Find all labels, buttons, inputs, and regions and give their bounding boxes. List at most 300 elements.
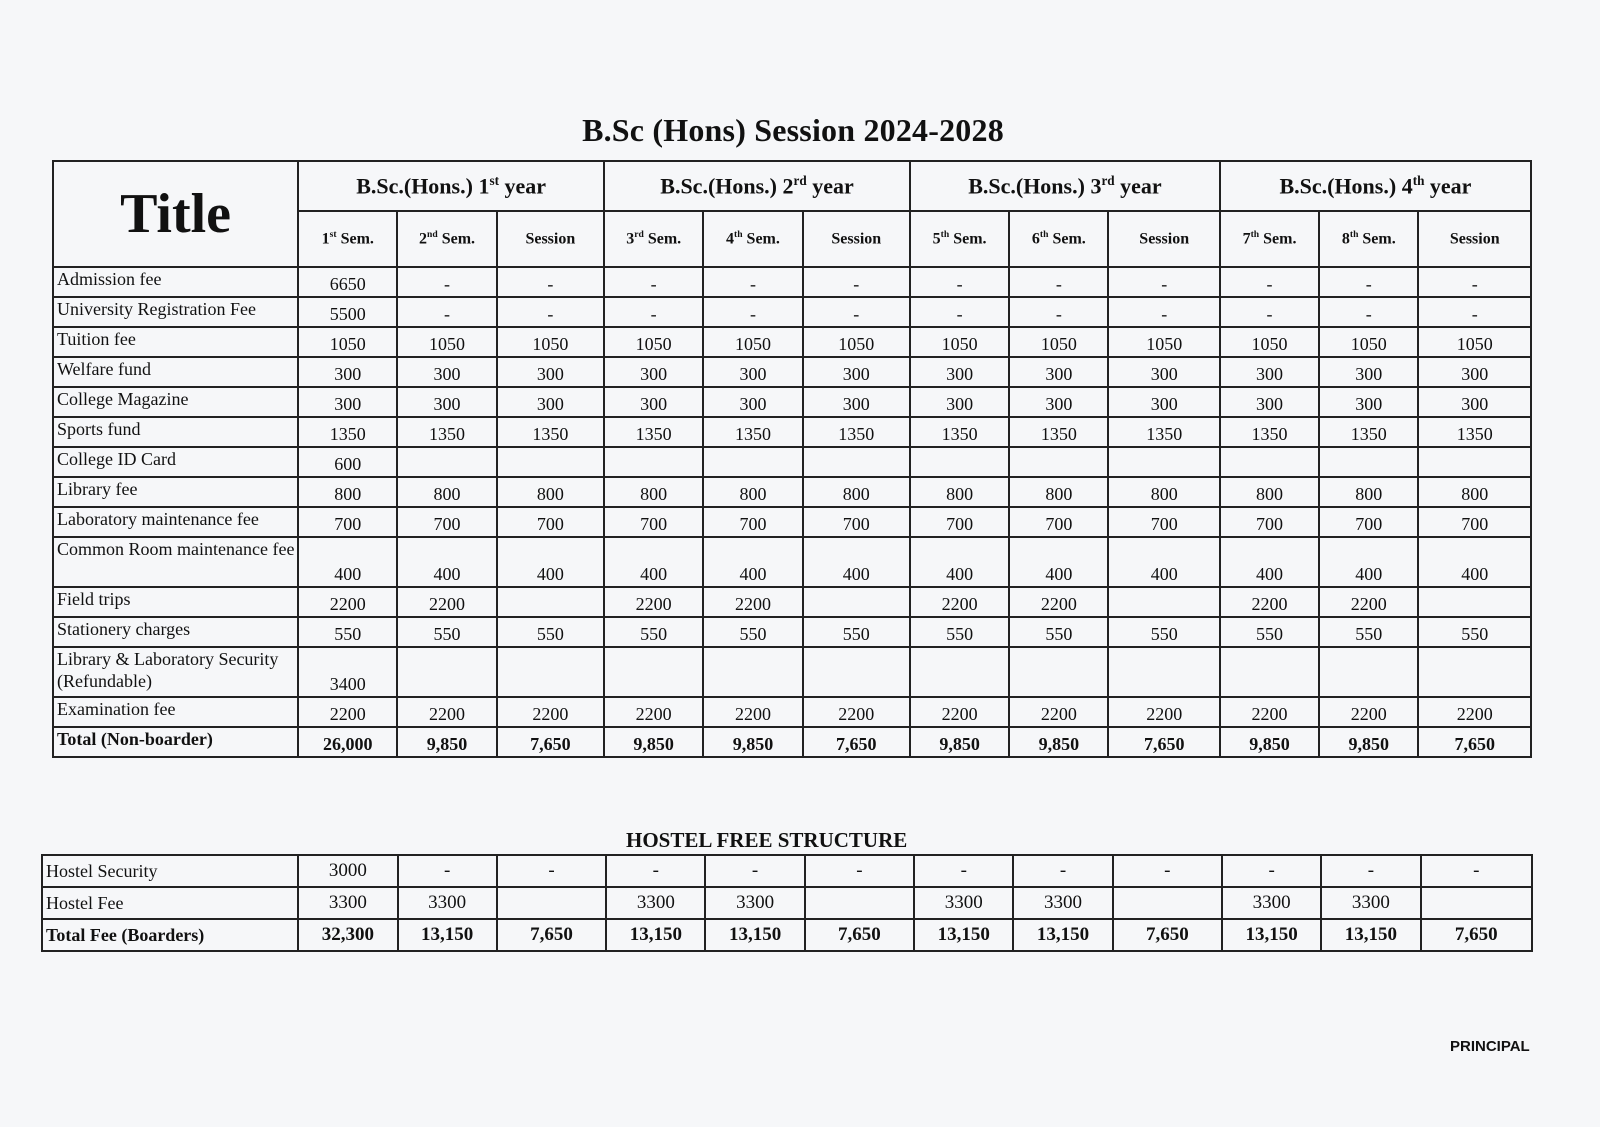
semester-suffix: th [1039,229,1049,241]
fee-amount: 300 [910,357,1009,387]
fee-amount: - [604,297,703,327]
fee-amount [1108,447,1219,477]
fee-amount: 700 [397,507,496,537]
fee-amount: 2200 [1108,697,1219,727]
fee-amount: - [1222,855,1321,887]
fee-amount: 400 [803,537,910,587]
fee-amount: 7,650 [1421,919,1532,951]
year-number: 4 [1401,173,1413,199]
fee-amount [397,647,496,697]
title-header: Title [53,161,298,267]
fee-amount [803,447,910,477]
fee-amount [1319,447,1418,477]
fee-amount [805,887,914,919]
fee-amount: 800 [803,477,910,507]
fee-amount: 9,850 [604,727,703,757]
fee-amount: - [803,297,910,327]
fee-amount: 2200 [604,587,703,617]
semester-text: Sem. [953,230,987,248]
fee-amount: 550 [910,617,1009,647]
fee-amount: 300 [703,357,802,387]
fee-amount: 300 [298,357,397,387]
fee-amount: - [705,855,804,887]
fee-amount: 800 [1108,477,1219,507]
year-suffix: rd [793,172,807,188]
fee-label: Library fee [53,477,298,507]
fee-amount: 7,650 [497,727,604,757]
fee-amount: 9,850 [1319,727,1418,757]
fee-amount: 2200 [1009,587,1108,617]
fee-amount: 800 [1418,477,1531,507]
semester-text: Session [1449,230,1500,248]
fee-amount: - [397,267,496,297]
fee-amount: 550 [1319,617,1418,647]
fee-amount: 13,150 [914,919,1013,951]
fee-amount: 32,300 [298,919,397,951]
fee-amount: 7,650 [1113,919,1222,951]
fee-amount: 300 [397,387,496,417]
fee-amount: 300 [910,387,1009,417]
semester-header [1108,211,1219,267]
year-header [298,161,604,211]
fee-amount: 800 [1220,477,1319,507]
year-number: 1 [478,173,490,199]
fee-label: Total Fee (Boarders) [42,919,298,951]
fee-amount: 550 [1009,617,1108,647]
fee-amount: 800 [397,477,496,507]
fee-amount: 13,150 [398,919,497,951]
semester-header [1319,211,1418,267]
fee-amount: 5500 [298,297,397,327]
fee-amount [497,447,604,477]
fee-amount: 700 [497,507,604,537]
fee-amount: 800 [298,477,397,507]
fee-amount [1108,647,1219,697]
fee-amount: 2200 [298,697,397,727]
fee-amount: 1350 [910,417,1009,447]
fee-amount: 550 [1220,617,1319,647]
fee-amount: 2200 [703,697,802,727]
fee-amount [604,647,703,697]
fee-amount: 550 [604,617,703,647]
semester-number: 1 [321,230,330,248]
semester-number: 7 [1242,230,1251,248]
fee-amount: 2200 [1319,697,1418,727]
fee-amount: 2200 [1319,587,1418,617]
fee-amount: 300 [803,387,910,417]
fee-amount: 600 [298,447,397,477]
fee-amount [703,647,802,697]
fee-amount: 1050 [298,327,397,357]
year-header [604,161,910,211]
fee-amount: 300 [1009,387,1108,417]
fee-amount [1108,587,1219,617]
fee-amount: 700 [1009,507,1108,537]
fee-label: Hostel Fee [42,887,298,919]
fee-label: Common Room maintenance fee [53,537,298,587]
fee-amount [1009,647,1108,697]
fee-amount: 2200 [397,697,496,727]
fee-amount: 300 [497,357,604,387]
year-header-row [53,161,1531,211]
fee-amount [497,647,604,697]
fee-label: Field trips [53,587,298,617]
fee-amount: 300 [803,357,910,387]
fee-amount: - [1013,855,1112,887]
fee-amount: - [1421,855,1532,887]
semester-header [298,211,397,267]
fee-amount: 7,650 [1418,727,1531,757]
fee-amount: - [1220,297,1319,327]
year-suffix: rd [1101,172,1115,188]
fee-amount: 300 [1009,357,1108,387]
year-label: B.Sc.(Hons.) [968,173,1085,199]
fee-amount: 2200 [298,587,397,617]
fee-amount: 3300 [606,887,705,919]
year-number: 2 [782,173,794,199]
year-label: B.Sc.(Hons.) [1279,173,1397,199]
fee-amount: 2200 [1220,587,1319,617]
fee-amount [1319,647,1418,697]
semester-number: 3 [626,230,635,248]
fee-amount: 2200 [1220,697,1319,727]
fee-amount: 1050 [1418,327,1531,357]
fee-amount: 2200 [1009,697,1108,727]
semester-text: Session [1139,230,1190,248]
fee-amount: 1050 [1108,327,1219,357]
fee-amount: 2200 [803,697,910,727]
fee-label: College Magazine [53,387,298,417]
hostel-fee-table [41,854,1533,952]
fee-row [53,697,1531,727]
fee-amount [1421,887,1532,919]
semester-header [397,211,496,267]
fee-amount: 9,850 [1220,727,1319,757]
fee-label: Stationery charges [53,617,298,647]
fee-amount: - [497,267,604,297]
fee-amount: - [1319,297,1418,327]
fee-amount: - [604,267,703,297]
fee-amount: 3300 [298,887,397,919]
fee-amount: 1050 [1009,327,1108,357]
fee-amount [1418,647,1531,697]
fee-amount: 300 [1220,387,1319,417]
fee-amount: 300 [1319,357,1418,387]
semester-suffix: nd [427,229,438,241]
fee-amount: 550 [298,617,397,647]
semester-header [497,211,604,267]
fee-row [53,647,1531,697]
fee-amount: - [398,855,497,887]
semester-text: Session [831,230,882,248]
fee-amount: 3300 [398,887,497,919]
fee-amount [1009,447,1108,477]
fee-amount: - [805,855,914,887]
fee-row [53,537,1531,587]
fee-amount: 700 [910,507,1009,537]
fee-label: Admission fee [53,267,298,297]
fee-row [53,727,1531,757]
semester-number: 6 [1031,230,1040,248]
fee-amount: 400 [298,537,397,587]
fee-table-body [53,267,1531,757]
fee-amount: 2200 [703,587,802,617]
fee-amount: 1350 [703,417,802,447]
fee-amount: 800 [604,477,703,507]
fee-row [53,587,1531,617]
fee-amount: 300 [604,357,703,387]
fee-amount: 3400 [298,647,397,697]
fee-amount: 1350 [1009,417,1108,447]
semester-suffix: th [1250,229,1260,241]
fee-amount [604,447,703,477]
fee-amount: - [910,267,1009,297]
fee-amount: 700 [1319,507,1418,537]
year-suffix: th [1412,172,1425,188]
fee-amount: 400 [1418,537,1531,587]
fee-amount [1418,447,1531,477]
semester-text: Sem. [1052,230,1086,248]
fee-row [53,267,1531,297]
year-label: B.Sc.(Hons.) [356,173,473,199]
fee-amount: - [703,267,802,297]
fee-amount: 1350 [1220,417,1319,447]
fee-table [52,160,1532,758]
fee-amount: 1050 [1220,327,1319,357]
year-word: year [1120,173,1162,199]
fee-amount: 3300 [914,887,1013,919]
fee-amount: - [606,855,705,887]
principal-signature-label: PRINCIPAL [1450,1038,1530,1055]
fee-amount: - [1009,297,1108,327]
year-word: year [504,173,546,199]
fee-row [53,507,1531,537]
year-suffix: st [489,172,499,188]
semester-number: 4 [726,230,735,248]
fee-amount: 1050 [604,327,703,357]
fee-amount: 400 [1009,537,1108,587]
fee-label: Total (Non-boarder) [53,727,298,757]
fee-amount [1418,587,1531,617]
semester-number: 8 [1341,230,1350,248]
semester-text: Sem. [441,230,476,248]
fee-amount: 3000 [298,855,397,887]
fee-row [53,297,1531,327]
fee-amount: 400 [703,537,802,587]
fee-amount: - [1113,855,1222,887]
fee-row [53,617,1531,647]
fee-amount: 550 [397,617,496,647]
fee-amount: 1350 [604,417,703,447]
fee-amount: 3300 [1222,887,1321,919]
fee-amount: 9,850 [1009,727,1108,757]
fee-amount: 3300 [1013,887,1112,919]
fee-label: Sports fund [53,417,298,447]
fee-amount: 7,650 [803,727,910,757]
semester-suffix: th [940,229,950,241]
fee-amount: 300 [497,387,604,417]
fee-amount: 1050 [803,327,910,357]
fee-amount: 2200 [604,697,703,727]
fee-amount: 800 [703,477,802,507]
fee-amount: 800 [1319,477,1418,507]
semester-suffix: st [329,229,337,241]
fee-amount: - [1009,267,1108,297]
fee-amount: - [1108,267,1219,297]
fee-label: University Registration Fee [53,297,298,327]
fee-amount: 2200 [497,697,604,727]
fee-amount: 7,650 [805,919,914,951]
fee-amount [910,447,1009,477]
semester-text: Sem. [647,230,682,248]
fee-amount: 550 [703,617,802,647]
hostel-section-title: HOSTEL FREE STRUCTURE [626,828,908,852]
fee-amount: 26,000 [298,727,397,757]
fee-amount: 300 [397,357,496,387]
fee-amount [397,447,496,477]
fee-label: College ID Card [53,447,298,477]
fee-amount: - [1321,855,1420,887]
fee-amount [497,587,604,617]
fee-amount: 800 [497,477,604,507]
fee-amount: 13,150 [1013,919,1112,951]
fee-amount: 7,650 [497,919,606,951]
semester-suffix: rd [634,229,644,241]
year-header [910,161,1220,211]
fee-label: Examination fee [53,697,298,727]
fee-amount: - [1418,297,1531,327]
fee-amount: 300 [1108,387,1219,417]
semester-text: Sem. [340,230,374,248]
semester-number: 2 [419,230,428,248]
fee-amount [497,887,606,919]
hostel-table-body [42,855,1532,951]
fee-amount: 550 [1418,617,1531,647]
fee-amount: 13,150 [705,919,804,951]
fee-amount: 1350 [1418,417,1531,447]
fee-amount: 700 [703,507,802,537]
year-header [1220,161,1531,211]
fee-amount: 300 [298,387,397,417]
fee-amount: 9,850 [910,727,1009,757]
fee-amount: 13,150 [1321,919,1420,951]
fee-amount: 1350 [1319,417,1418,447]
fee-amount: 1350 [803,417,910,447]
fee-amount: 300 [1418,387,1531,417]
year-label: B.Sc.(Hons.) [660,173,778,199]
fee-amount: - [397,297,496,327]
fee-amount: 400 [1220,537,1319,587]
fee-amount: - [1220,267,1319,297]
fee-amount: 1350 [497,417,604,447]
fee-amount [803,587,910,617]
fee-amount: 300 [1319,387,1418,417]
fee-amount: 800 [1009,477,1108,507]
fee-amount: 1350 [1108,417,1219,447]
semester-text: Session [525,230,576,248]
fee-amount: 1350 [298,417,397,447]
fee-amount: - [1108,297,1219,327]
fee-amount [910,647,1009,697]
year-word: year [812,173,854,199]
fee-amount: 700 [604,507,703,537]
fee-amount: 400 [604,537,703,587]
fee-row [42,855,1532,887]
fee-amount: 1050 [910,327,1009,357]
fee-amount: 300 [604,387,703,417]
fee-label: Hostel Security [42,855,298,887]
fee-amount: 9,850 [703,727,802,757]
fee-amount: 9,850 [397,727,496,757]
semester-text: Sem. [1263,230,1297,248]
semester-text: Sem. [1362,230,1396,248]
fee-row [42,887,1532,919]
fee-amount: - [1418,267,1531,297]
fee-label: Laboratory maintenance fee [53,507,298,537]
semester-text: Sem. [746,230,780,248]
fee-amount: 2200 [1418,697,1531,727]
fee-amount: 700 [803,507,910,537]
fee-amount: 400 [1319,537,1418,587]
fee-amount: 300 [1108,357,1219,387]
fee-amount: 300 [1418,357,1531,387]
fee-label: Tuition fee [53,327,298,357]
fee-amount: 400 [1108,537,1219,587]
fee-amount: - [703,297,802,327]
fee-amount: 3300 [705,887,804,919]
fee-amount: 400 [910,537,1009,587]
semester-header [703,211,802,267]
fee-amount: 1350 [397,417,496,447]
year-number: 3 [1090,173,1102,199]
fee-amount: 7,650 [1108,727,1219,757]
fee-amount [703,447,802,477]
fee-amount: - [803,267,910,297]
fee-amount: - [910,297,1009,327]
semester-suffix: th [734,229,743,241]
fee-amount: - [1319,267,1418,297]
fee-amount: 700 [1418,507,1531,537]
fee-amount: 2200 [397,587,496,617]
document-title: B.Sc (Hons) Session 2024-2028 [582,112,1004,148]
semester-header [803,211,910,267]
fee-amount: 800 [910,477,1009,507]
fee-amount: - [497,855,606,887]
semester-header [604,211,703,267]
fee-row [53,357,1531,387]
fee-row [53,387,1531,417]
fee-amount: 13,150 [1222,919,1321,951]
fee-amount [803,647,910,697]
fee-amount: 3300 [1321,887,1420,919]
semester-header [1418,211,1531,267]
fee-amount: 1050 [497,327,604,357]
fee-amount: 1050 [703,327,802,357]
fee-amount: 1050 [1319,327,1418,357]
fee-amount: 1050 [397,327,496,357]
fee-amount: 400 [497,537,604,587]
fee-label: Library & Laboratory Security (Refundable) [53,647,298,697]
semester-header [910,211,1009,267]
semester-number: 5 [932,230,941,248]
fee-row [53,417,1531,447]
fee-amount: 6650 [298,267,397,297]
fee-amount: 400 [397,537,496,587]
semester-header [1220,211,1319,267]
fee-amount: 2200 [910,587,1009,617]
fee-amount: 700 [298,507,397,537]
fee-amount: 300 [703,387,802,417]
